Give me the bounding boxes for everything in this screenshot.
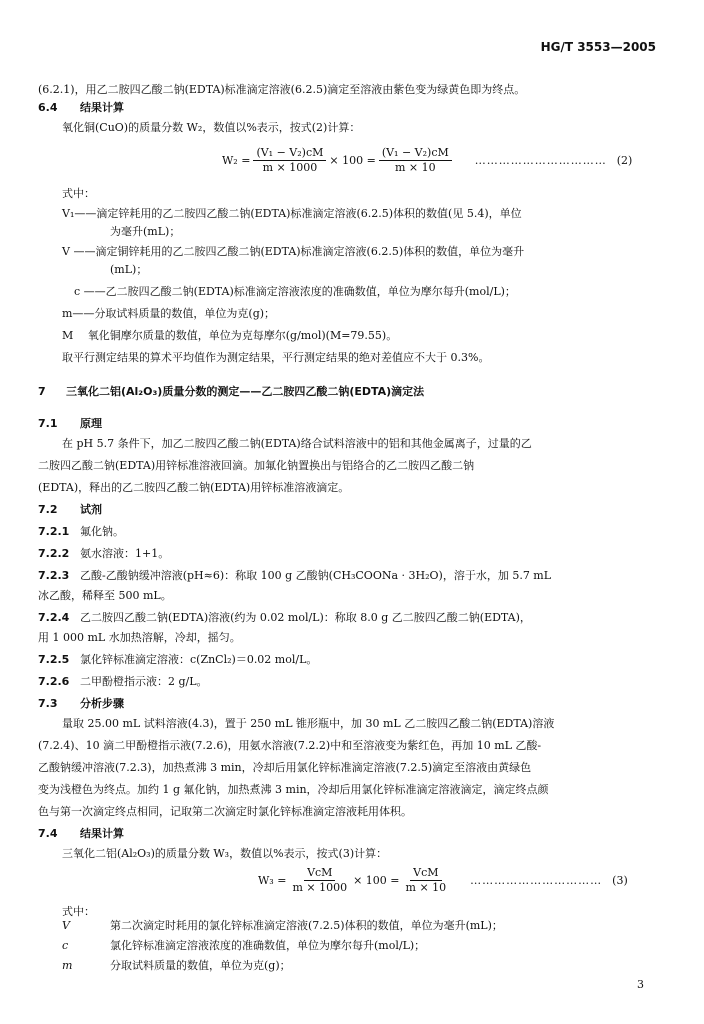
text-line: 乙酸钠缓冲溶液(7.2.3)，加热煮沸 3 min，冷却后用氯化锌标准滴定溶液(7.2.5)滴定至溶液由黄绿色 [38,761,532,774]
formula-3 [258,866,628,895]
item-text: 氟化钠。 [80,525,124,538]
variable-definition: c ——乙二胺四乙酸二钠(EDTA)标准滴定溶液浓度的准确数值，单位为摩尔每升(mol/L)； [74,285,516,298]
item-text: 二甲酚橙指示液：2 g/L。 [80,675,208,688]
variable-definition: 为毫升(mL)； [110,225,181,238]
variable-definition: (mL)； [110,263,148,276]
section-number: 7.1 [38,417,58,430]
section-number: 6.4 [38,101,58,114]
equation-number: (2) [616,154,633,167]
reagent-item [38,546,656,562]
text-line: (6.2.1)，用乙二胺四乙酸二钠(EDTA)标准滴定溶液(6.2.5)滴定至溶液由紫色变为绿黄色即为终点。 [38,83,526,96]
item-text: 氯化锌标准滴定溶液：c(ZnCl₂)＝0.02 mol/L。 [80,653,318,666]
section-heading-7-3 [38,696,656,712]
reagent-item [38,610,656,626]
item-number: 7.2.6 [38,675,70,688]
section-number: 7.4 [38,827,58,840]
text-line: 冰乙酸，稀释至 500 mL。 [38,589,172,602]
text-line: 二胺四乙酸二钠(EDTA)用锌标准溶液回滴。加氟化钠置换出与铝络合的乙二胺四乙酸二钠 [38,459,475,472]
formula-2 [222,146,632,175]
text-line: 在 pH 5.7 条件下，加乙二胺四乙酸二钠(EDTA)络合试料溶液中的铝和其他金属离子，过量的乙 [62,437,532,450]
reagent-item [38,652,656,668]
variable-text: 第二次滴定时耗用的氯化锌标准滴定溶液(7.2.5)体积的数值，单位为毫升(mL)； [110,919,503,932]
numerator: VcM [410,866,441,881]
item-number: 7.2.4 [38,611,70,624]
item-text: 氨水溶液：1+1。 [80,547,170,560]
equation-number: (3) [612,874,628,887]
text-line: 取平行测定结果的算术平均值作为测定结果，平行测定结果的绝对差值应不大于 0.3%。 [62,351,490,364]
numerator: VcM [304,866,335,881]
text-line: (7.2.4)、10 滴二甲酚橙指示液(7.2.6)，用氨水溶液(7.2.2)中和至溶液变为紫红色，再加 10 mL 乙酸- [38,739,542,752]
variable-definition: V ——滴定铜锌耗用的乙二胺四乙酸二钠(EDTA)标准滴定溶液(6.2.5)体积的数值，单位为毫升 [62,245,525,258]
leader-dots: …………………………… [470,874,603,887]
formula-mid: × 100 = [353,874,400,887]
text-line: 式中： [62,187,95,200]
item-text: 乙酸-乙酸钠缓冲溶液(pH≈6)：称取 100 g 乙酸钠(CH₃COONa · 3H₂O)，溶于水，加 5.7 mL [80,569,552,582]
variable-text: 分取试料质量的数值，单位为克(g)； [110,959,291,972]
section-number: 7.2 [38,503,58,516]
variable-definition: V₁——滴定锌耗用的乙二胺四乙酸二钠(EDTA)标准滴定溶液(6.2.5)体积的数值(见 5.4)，单位 [62,207,522,220]
item-text: 乙二胺四乙酸二钠(EDTA)溶液(约为 0.02 mol/L)：称取 8.0 g 乙二胺四乙酸二钠(EDTA)， [80,611,531,624]
fraction [403,866,450,895]
text-line: 变为浅橙色为终点。加约 1 g 氟化钠，加热煮沸 3 min，冷却后用氯化锌标准滴定溶液滴定，滴定终点颜 [38,783,549,796]
section-title: 试剂 [80,503,102,516]
fraction [379,146,452,175]
variable-symbol: c [62,939,69,952]
item-number: 7.2.5 [38,653,70,666]
formula-lhs: W₂ = [222,154,251,167]
section-number: 7 [38,385,46,398]
text-line: (EDTA)，释出的乙二胺四乙酸二钠(EDTA)用锌标准溶液滴定。 [38,481,350,494]
reagent-item [38,524,656,540]
text-line: 氧化铜(CuO)的质量分数 W₂，数值以%表示，按式(2)计算： [62,121,361,134]
formula-lhs: W₃ = [258,874,287,887]
leader-dots: …………………………… [474,154,607,167]
text-line: 用 1 000 mL 水加热溶解，冷却，摇匀。 [38,631,241,644]
formula-mid: × 100 = [329,154,376,167]
denominator: m × 10 [394,161,436,174]
denominator: m × 10 [405,881,447,894]
item-number: 7.2.3 [38,569,70,582]
variable-symbol: V [62,919,70,932]
text-line: 三氧化二铝(Al₂O₃)的质量分数 W₃，数值以%表示，按式(3)计算： [62,847,388,860]
section-heading-7-2 [38,502,656,518]
numerator: (V₁ − V₂)cM [379,146,452,161]
section-title: 三氧化二铝(Al₂O₃)质量分数的测定——乙二胺四乙酸二钠(EDTA)滴定法 [66,385,425,398]
text-line: 式中： [62,905,95,918]
item-number: 7.2.1 [38,525,70,538]
section-title: 原理 [80,417,102,430]
standard-code: HG/T 3553—2005 [540,40,656,54]
fraction [289,866,350,895]
section-heading-7-4 [38,826,656,842]
item-number: 7.2.2 [38,547,70,560]
text-line: 色与第一次滴定终点相同，记取第二次滴定时氯化锌标准滴定溶液耗用体积。 [38,805,412,818]
variable-definition [62,918,656,934]
variable-definition [62,958,656,974]
variable-symbol: m [62,959,73,972]
variable-definition: M 氧化铜摩尔质量的数值，单位为克每摩尔(g/mol)(M=79.55)。 [62,329,398,342]
denominator: m × 1000 [292,881,348,894]
text-line: 量取 25.00 mL 试料溶液(4.3)，置于 250 mL 锥形瓶中，加 30 mL 乙二胺四乙酸二钠(EDTA)溶液 [62,717,555,730]
section-heading-6-4 [38,100,656,116]
fraction [253,146,326,175]
section-heading-7-1 [38,416,656,432]
section-title: 分析步骤 [80,697,124,710]
section-title: 结果计算 [80,101,124,114]
variable-definition [62,938,656,954]
reagent-item [38,568,656,584]
numerator: (V₁ − V₂)cM [253,146,326,161]
page-number: 3 [637,978,644,991]
denominator: m × 1000 [262,161,318,174]
variable-text: 氯化锌标准滴定溶液浓度的准确数值，单位为摩尔每升(mol/L)； [110,939,426,952]
section-title: 结果计算 [80,827,124,840]
section-number: 7.3 [38,697,58,710]
reagent-item [38,674,656,690]
section-heading-7 [38,384,656,400]
variable-definition: m——分取试料质量的数值，单位为克(g)； [62,307,276,320]
